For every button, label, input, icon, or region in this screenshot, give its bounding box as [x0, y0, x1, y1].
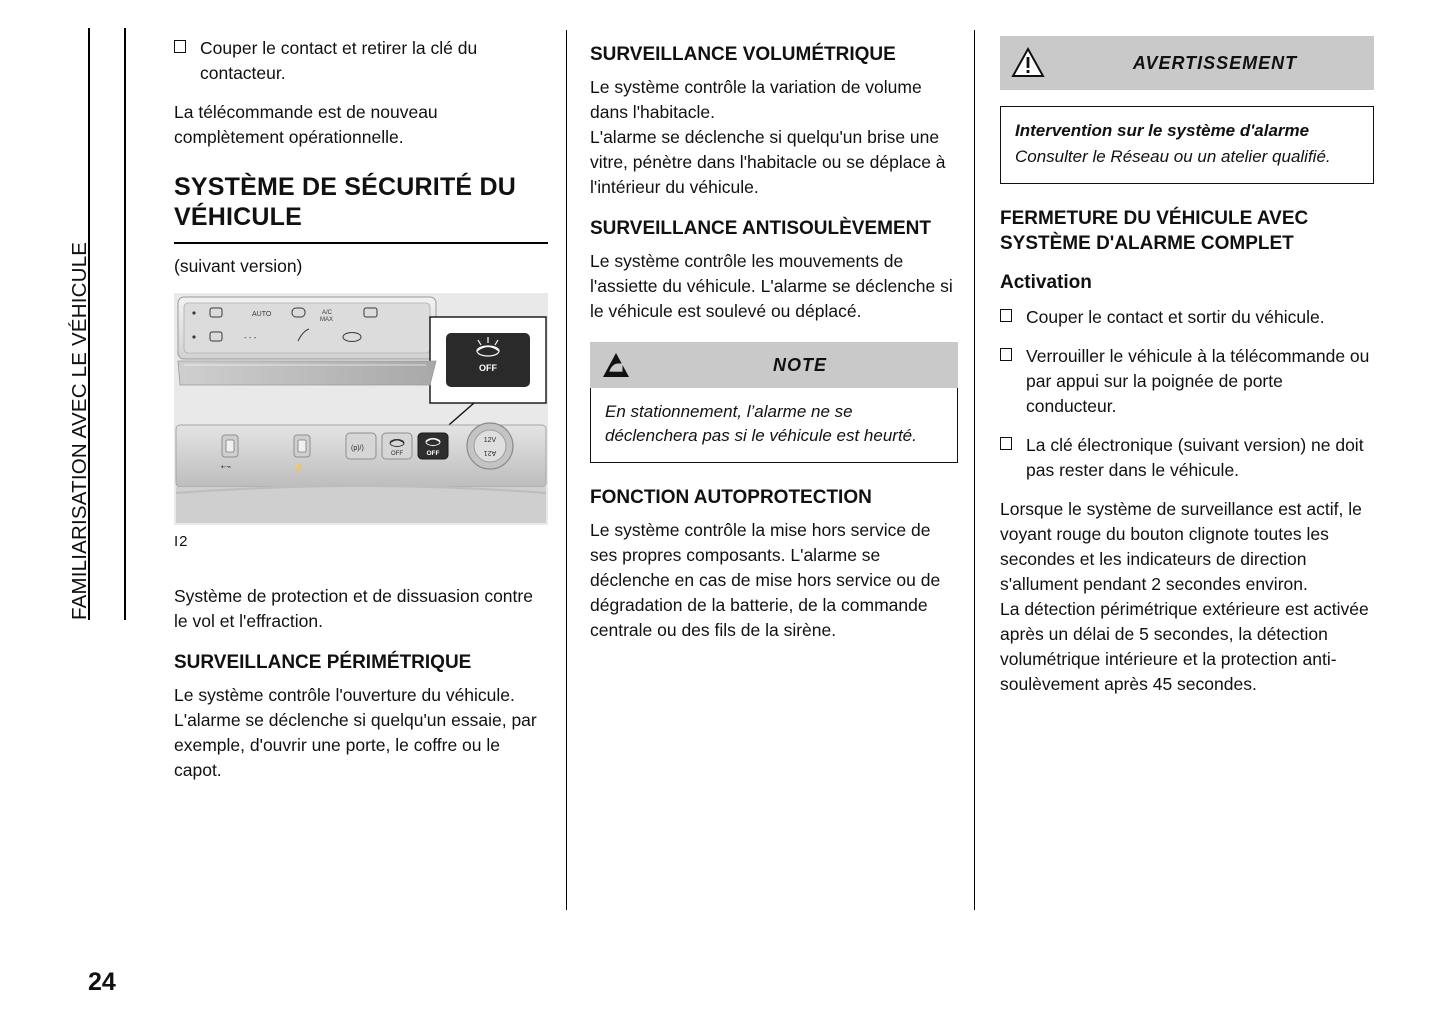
warning-banner [1000, 36, 1374, 90]
bullet-square-icon [1000, 309, 1012, 322]
svg-text:(p)/): (p)/) [351, 445, 364, 452]
svg-text:A21: A21 [483, 449, 497, 456]
list-item-text: Couper le contact et sortir du véhicule. [1026, 307, 1325, 327]
warning-triangle-icon [1011, 46, 1045, 80]
page-number: 24 [88, 968, 116, 996]
warning-label: AVERTISSEMENT [1132, 52, 1298, 73]
subsection-heading: SURVEILLANCE VOLUMÉTRIQUE [590, 44, 896, 65]
heading-rule [174, 242, 548, 244]
subsection-heading: FERMETURE DU VÉHICULE AVEC SYSTÈME D'ALARME COMPLET [1000, 208, 1309, 254]
paragraph: L'alarme se déclenche si quelqu'un essaie, par exemple, d'ouvrir une porte, le coffre ou le capot. [174, 710, 537, 780]
note-label: NOTE [772, 354, 827, 375]
side-rule-right [124, 28, 126, 620]
svg-text:⇠⌁: ⇠⌁ [221, 464, 232, 471]
list-item-text: La clé électronique (suivant version) ne doit pas rester dans le véhicule. [1026, 435, 1364, 480]
bullet-square-icon [174, 40, 186, 53]
column-2 [590, 36, 958, 657]
svg-text:OFF: OFF [479, 363, 497, 373]
paragraph: La détection périmétrique extérieure est activée après un délai de 5 secondes, la détection volumétrique intérieure et la protection anti-soulèvement après 45 secondes. [1000, 599, 1369, 694]
note-box [590, 388, 958, 463]
list-item-text: Verrouiller le véhicule à la télécommande ou par appui sur la poignée de porte conducteur. [1026, 346, 1370, 416]
bullet-square-icon [1000, 348, 1012, 361]
svg-text:⚡: ⚡ [294, 463, 304, 472]
figure-dashboard-controls [174, 293, 548, 525]
svg-text:OFF: OFF [426, 450, 440, 457]
paragraph-version: (suivant version) [174, 256, 303, 276]
warning-text: Consulter le Réseau ou un atelier qualifié. [1015, 147, 1331, 166]
paragraph: Système de protection et de dissuasion contre le vol et l'effraction. [174, 586, 533, 631]
paragraph: Le système contrôle l'ouverture du véhicule. [174, 685, 515, 705]
figure-illustration [174, 293, 548, 525]
list-item [1000, 305, 1374, 330]
list-item [174, 36, 548, 86]
note-text: En stationnement, l’alarme ne se déclenchera pas si le véhicule est heurté. [605, 402, 917, 445]
paragraph: L'alarme se déclenche si quelqu'un brise une vitre, pénètre dans l'habitacle ou se déplace à l'intérieur du véhicule. [590, 127, 946, 197]
warning-icon-box [1000, 36, 1056, 90]
paragraph: Le système contrôle la variation de volume dans l'habitacle. [590, 77, 922, 122]
svg-text:- - -: - - - [244, 333, 257, 342]
note-icon-box [590, 342, 642, 388]
section-heading [174, 172, 548, 244]
paragraph: La télécommande est de nouveau complètement opérationnelle. [174, 102, 438, 147]
column-divider-1 [566, 30, 567, 910]
list-item [1000, 433, 1374, 483]
warning-box [1000, 106, 1374, 184]
column-1 [174, 36, 548, 797]
column-3 [1000, 36, 1374, 711]
list-item-text: Couper le contact et retirer la clé du contacteur. [200, 38, 478, 83]
svg-text:MAX: MAX [320, 317, 334, 323]
warning-title: Intervention sur le système d'alarme [1015, 121, 1310, 140]
bullet-square-icon [1000, 437, 1012, 450]
list-item [1000, 344, 1374, 419]
paragraph: Lorsque le système de surveillance est actif, le voyant rouge du bouton clignote toutes les secondes et les indicateurs de direction s'allument pendant 2 secondes environ. [1000, 499, 1362, 594]
subsection-heading-activation: Activation [1000, 272, 1092, 293]
svg-text:12V: 12V [483, 437, 497, 444]
column-divider-2 [974, 30, 975, 910]
section-heading-text: SYSTÈME DE SÉCURITÉ DU VÉHICULE [174, 173, 516, 231]
chapter-side-title [68, 28, 122, 620]
note-icon [601, 350, 631, 380]
paragraph: Le système contrôle les mouvements de l'assiette du véhicule. L'alarme se déclenche si le véhicule est soulevé ou déplacé. [590, 251, 953, 321]
subsection-heading: SURVEILLANCE PÉRIMÉTRIQUE [174, 652, 472, 673]
svg-text:A/C: A/C [322, 310, 333, 316]
figure-caption: I2 [174, 533, 189, 550]
note-banner [590, 342, 958, 388]
subsection-heading: SURVEILLANCE ANTISOULÈVEMENT [590, 218, 931, 239]
svg-text:OFF: OFF [391, 451, 403, 457]
svg-text:AUTO: AUTO [252, 311, 272, 318]
subsection-heading: FONCTION AUTOPROTECTION [590, 487, 872, 508]
paragraph: Le système contrôle la mise hors service de ses propres composants. L'alarme se déclenche en cas de mise hors service ou de dégradation de la batterie, de la commande centrale ou des fils de la sirène. [590, 520, 941, 640]
chapter-side-title-text: FAMILIARISATION AVEC LE VÉHICULE [68, 241, 91, 620]
